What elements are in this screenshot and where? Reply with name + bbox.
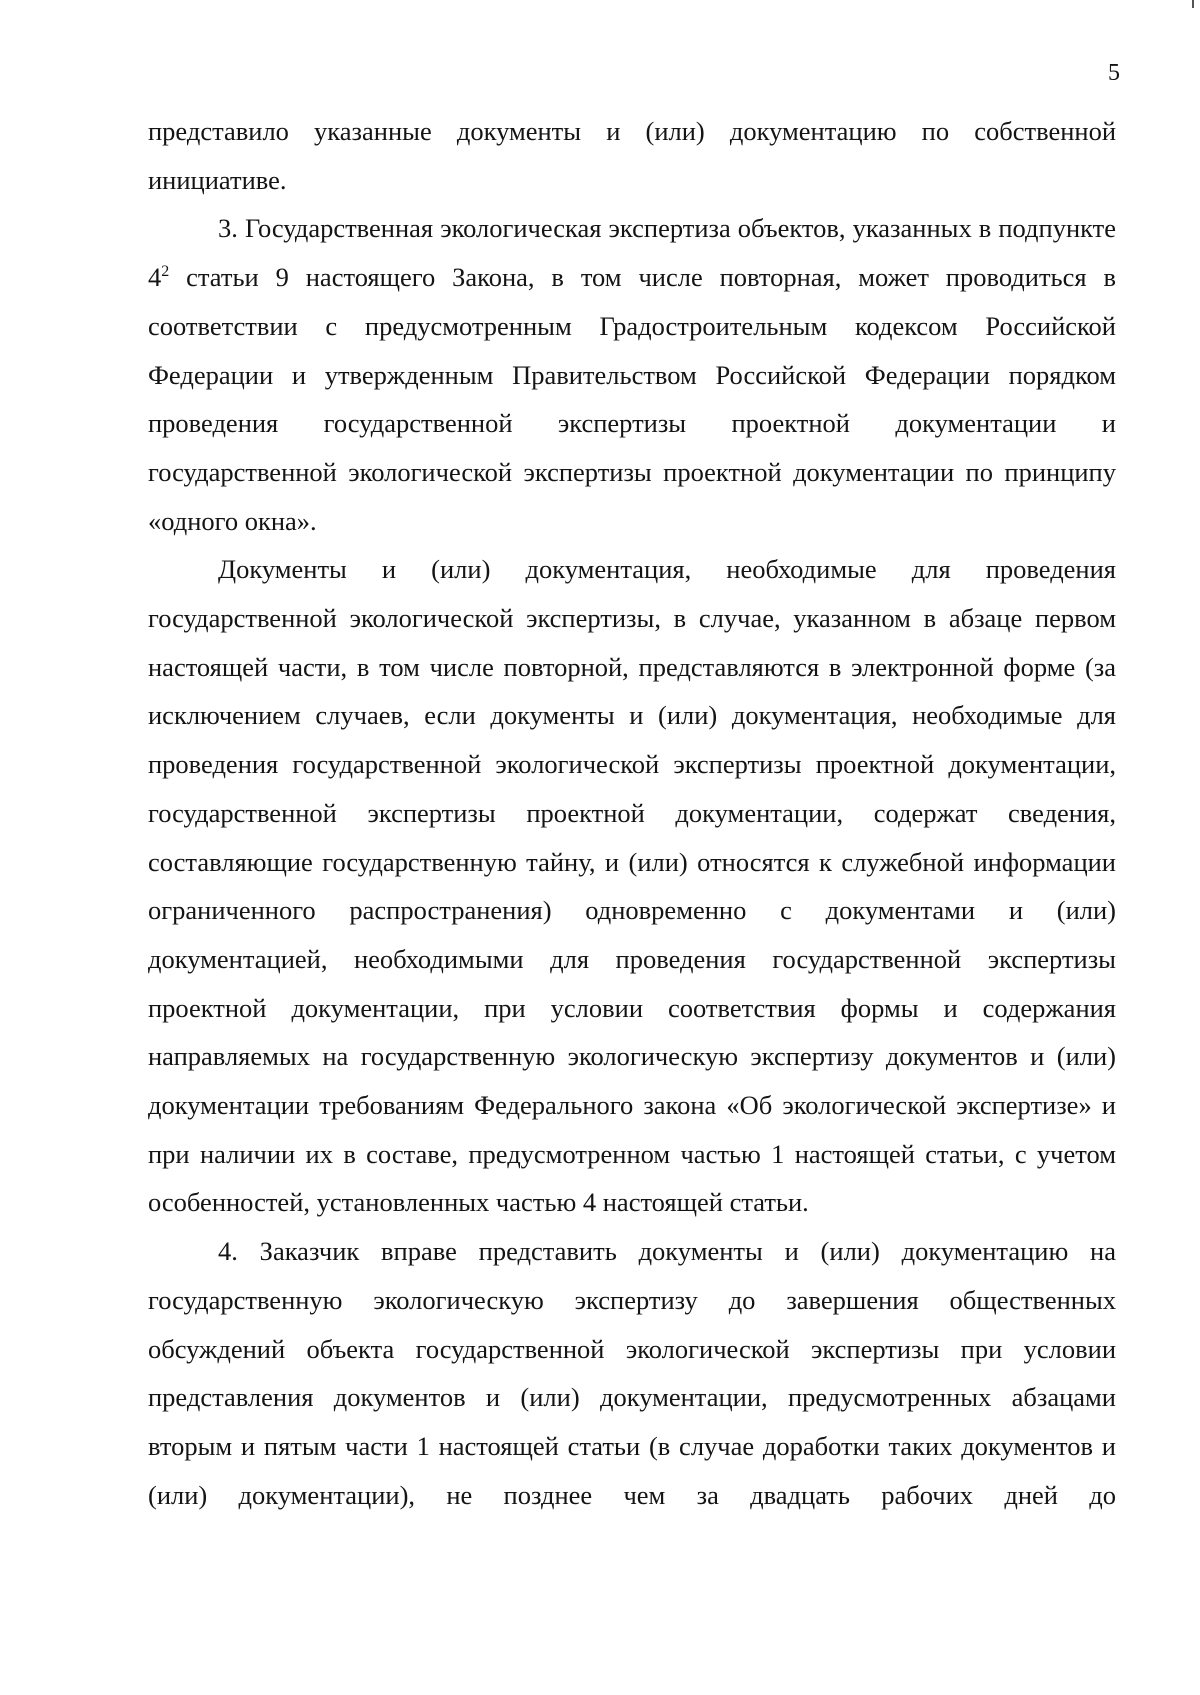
paragraph-item-3-text-start: 3. Государственная экологическая экспертиза объектов, указанных в подпункте 4	[148, 213, 1116, 293]
superscript-index: 2	[161, 263, 170, 281]
paragraph-item-4: 4. Заказчик вправе представить документы и (или) документацию на государственную экологическую экспертизу до завершения общественных обсуждений объекта государственной экологической экспертизы при условии представления документов и (или) документации, предусмотренных абзацами вторым и пятым части 1 настоящей статьи (в случае доработки таких документов и (или) документации), не позднее чем за двадцать рабочих дней до	[148, 1236, 1116, 1510]
paragraph-item-3	[148, 204, 1116, 545]
paragraph-item-3-text-end: статьи 9 настоящего Закона, в том числе повторная, может проводиться в соответствии с предусмотренным Градостроительным кодексом Российской Федерации и утвержденным Правительством Российской Федерации порядком проведения государственной экспертизы проектной документации и государственной экологической экспертизы проектной документации по принципу «одного окна».	[148, 262, 1116, 536]
paragraph-continuation: представило указанные документы и (или) документацию по собственной инициативе.	[148, 116, 1116, 195]
page-number: 5	[1108, 60, 1120, 86]
document-body	[148, 107, 1116, 1519]
paragraph-documents: Документы и (или) документация, необходимые для проведения государственной экологической экспертизы, в случае, указанном в абзаце первом настоящей части, в том числе повторной, представляются в электронной форме (за исключением случаев, если документы и (или) документация, необходимые для проведения государственной экологической экспертизы проектной документации, государственной экспертизы проектной документации, содержат сведения, составляющие государственную тайну, и (или) относятся к служебной информации ограниченного распространения) одновременно с документами и (или) документацией, необходимыми для проведения государственной экспертизы проектной документации, при условии соответствия формы и содержания направляемых на государственную экологическую экспертизу документов и (или) документации требованиям Федерального закона «Об экологической экспертизе» и при наличии их в составе, предусмотренном частью 1 настоящей статьи, с учетом особенностей, установленных частью 4 настоящей статьи.	[148, 554, 1116, 1218]
page-edge-mark	[1192, 0, 1194, 8]
